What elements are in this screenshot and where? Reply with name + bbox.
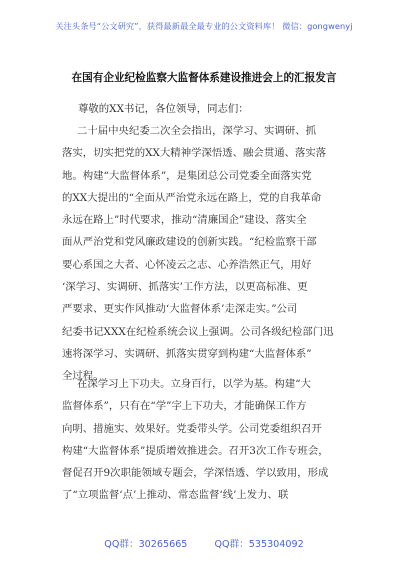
qq-group-2: QQ群：535304092: [214, 539, 304, 550]
promo-banner: 关注头条号“公文研究”，获得最新最全最专业的公文资料库！ 微信：gongwenyj: [55, 21, 353, 31]
paragraph-line: 的XX大提出的“全面从严治党永远在路上，党的自我革命: [62, 191, 322, 204]
paragraph-line: 面从严治党和党风廉政建设的创新实践。“纪检监察干部: [62, 236, 317, 249]
paragraph-line: 在深学习上下功夫。立身百行，以学为基。构建“大: [77, 378, 311, 390]
paragraph-line: 全过程。: [62, 370, 104, 383]
document-title: 在国有企业纪检监察大监督体系建设推进会上的汇报发言: [71, 72, 337, 84]
paragraph-line: 速将深学习、实调研、抓落实贯穿到构建“大监督体系”: [62, 347, 312, 360]
paragraph-line: 监督体系”，只有在“学”字上下功夫，才能确保工作方: [62, 400, 307, 413]
paragraph-line: 落实，切实把党的XX大精神学深悟透、融会贯通、落实落: [62, 147, 327, 160]
paragraph-line: 地。构建“大监督体系”，是集团总公司党委全面落实党: [62, 169, 312, 182]
paragraph-line: 督促召开9次职能领域专题会，学深悟透、学以致用，形成: [62, 467, 329, 480]
paragraph-line: 严要求、更实作风推动‘大监督体系’走深走实。”公司: [62, 303, 298, 316]
paragraph-line: 向明、措施实、效果好。党委带头学。公司党委组织召开: [62, 422, 322, 435]
paragraph-line: 构建“大监督体系”提质增效推进会。召开3次工作专班会，: [62, 444, 329, 457]
paragraph-line: 纪委书记XXX在纪检系统会议上强调。公司各级纪检部门迅: [62, 325, 334, 338]
paragraph-1: [62, 120, 352, 388]
paragraph-line: 永远在路上”时代要求，推动“清廉国企”建设、落实全: [62, 214, 307, 227]
paragraph-line: 二十届中央纪委二次全会指出，深学习、实调研、抓: [77, 125, 316, 137]
paragraph-line: 要心系国之大者、心怀凌云之志、心养浩然正气，用好: [62, 258, 312, 271]
footer-contact: [0, 536, 408, 550]
paragraph-line: ‘深学习、实调研、抓落实’工作方法，以更高标准、更: [62, 281, 308, 294]
paragraph-line: 了“立项监督‘点’上推动、常态监督‘线’上发力、联: [62, 489, 289, 502]
qq-group-1: QQ群：30265665: [104, 539, 188, 550]
salutation: 尊敬的XX书记，各位领导，同志们：: [78, 103, 249, 115]
paragraph-2: [62, 373, 352, 507]
